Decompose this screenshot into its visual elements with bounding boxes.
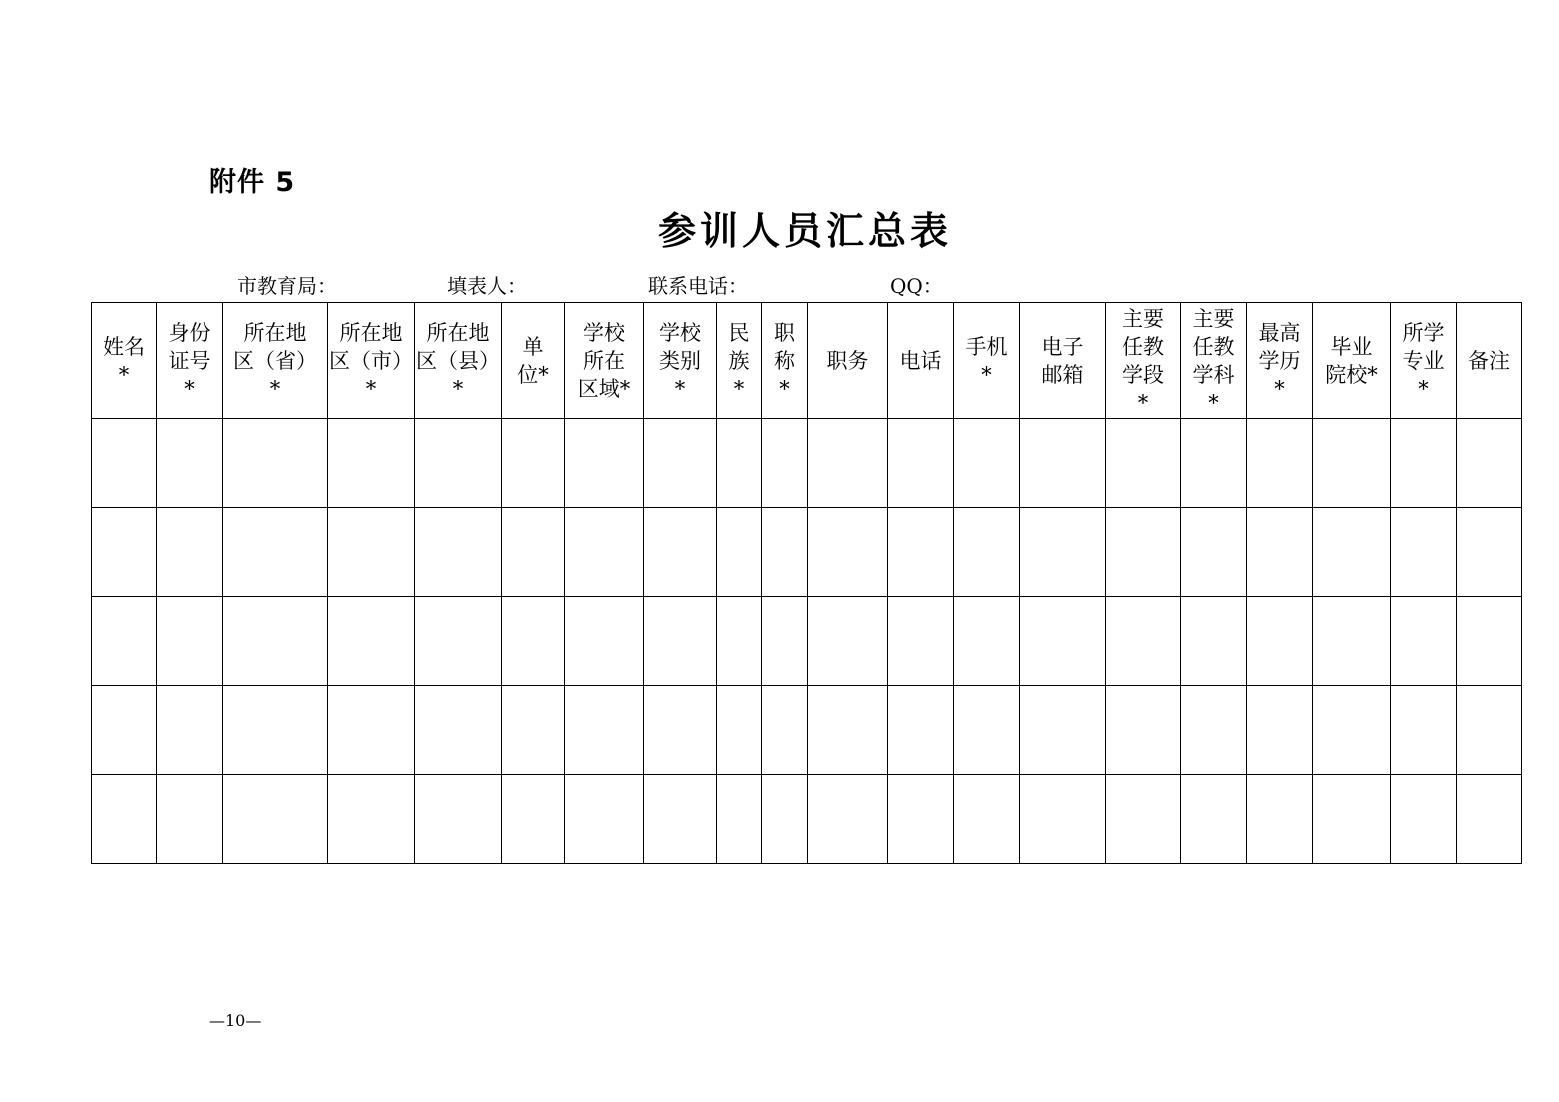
table-cell[interactable]: [1457, 686, 1522, 775]
form-filler-field: 填表人：: [447, 274, 527, 298]
table-cell[interactable]: [717, 419, 762, 508]
table-cell[interactable]: [1020, 597, 1106, 686]
table-cell[interactable]: [1247, 419, 1313, 508]
table-cell[interactable]: [954, 686, 1020, 775]
table-row: [92, 508, 1522, 597]
table-cell[interactable]: [1181, 597, 1247, 686]
table-cell[interactable]: [1247, 597, 1313, 686]
table-cell[interactable]: [888, 508, 954, 597]
table-cell[interactable]: [888, 597, 954, 686]
table-cell[interactable]: [1247, 775, 1313, 864]
table-cell[interactable]: [92, 775, 157, 864]
table-cell[interactable]: [328, 419, 415, 508]
header-professional-title: 职 称 *: [762, 303, 808, 419]
header-ethnicity: 民 族 *: [717, 303, 762, 419]
table-cell[interactable]: [1391, 686, 1457, 775]
table-cell[interactable]: [328, 508, 415, 597]
table-cell[interactable]: [1391, 508, 1457, 597]
table-cell[interactable]: [92, 597, 157, 686]
header-id-number: 身份 证号 *: [157, 303, 223, 419]
contact-phone-field: 联系电话：: [648, 274, 748, 298]
table-cell[interactable]: [1457, 508, 1522, 597]
education-bureau-field: 市教育局：: [237, 274, 337, 298]
table-cell[interactable]: [1313, 508, 1391, 597]
table-cell[interactable]: [954, 775, 1020, 864]
table-cell[interactable]: [565, 508, 644, 597]
table-cell[interactable]: [1106, 597, 1181, 686]
table-cell[interactable]: [808, 775, 888, 864]
table-cell[interactable]: [223, 419, 328, 508]
table-cell[interactable]: [954, 508, 1020, 597]
table-cell[interactable]: [717, 597, 762, 686]
attachment-label: 附件 5: [209, 167, 296, 198]
table-cell[interactable]: [328, 775, 415, 864]
table-cell[interactable]: [1391, 419, 1457, 508]
table-cell[interactable]: [565, 597, 644, 686]
table-cell[interactable]: [644, 686, 717, 775]
table-cell[interactable]: [157, 508, 223, 597]
table-cell[interactable]: [157, 686, 223, 775]
table-cell[interactable]: [1106, 508, 1181, 597]
table-cell[interactable]: [415, 508, 502, 597]
table-cell[interactable]: [644, 597, 717, 686]
table-cell[interactable]: [1313, 686, 1391, 775]
header-county: 所在地 区（县） *: [415, 303, 502, 419]
table-cell[interactable]: [565, 419, 644, 508]
table-cell[interactable]: [1020, 686, 1106, 775]
table-cell[interactable]: [1391, 597, 1457, 686]
table-cell[interactable]: [1106, 686, 1181, 775]
header-unit: 单 位*: [502, 303, 565, 419]
header-remarks: 备注: [1457, 303, 1522, 419]
qq-field: QQ：: [890, 274, 943, 298]
table-cell[interactable]: [415, 686, 502, 775]
table-cell[interactable]: [717, 508, 762, 597]
table-cell[interactable]: [762, 508, 808, 597]
table-cell[interactable]: [157, 419, 223, 508]
table-cell[interactable]: [888, 686, 954, 775]
header-telephone: 电话: [888, 303, 954, 419]
table-row: [92, 775, 1522, 864]
table-cell[interactable]: [502, 508, 565, 597]
table-cell[interactable]: [644, 508, 717, 597]
table-cell[interactable]: [92, 419, 157, 508]
table-cell[interactable]: [762, 419, 808, 508]
header-graduate-school: 毕业 院校*: [1313, 303, 1391, 419]
table-cell[interactable]: [717, 775, 762, 864]
table-cell[interactable]: [1020, 508, 1106, 597]
table-cell[interactable]: [1020, 419, 1106, 508]
header-mobile: 手机 *: [954, 303, 1020, 419]
table-cell[interactable]: [415, 419, 502, 508]
table-cell[interactable]: [762, 597, 808, 686]
header-major: 所学 专业 *: [1391, 303, 1457, 419]
table-cell[interactable]: [328, 686, 415, 775]
table-cell[interactable]: [1247, 508, 1313, 597]
table-cell[interactable]: [762, 775, 808, 864]
table-cell[interactable]: [502, 419, 565, 508]
table-cell[interactable]: [1181, 508, 1247, 597]
table-cell[interactable]: [1181, 775, 1247, 864]
header-name: 姓名 *: [92, 303, 157, 419]
trainee-summary-table: [91, 302, 1522, 864]
table-cell[interactable]: [717, 686, 762, 775]
table-cell[interactable]: [644, 775, 717, 864]
header-school-type: 学校 类别 *: [644, 303, 717, 419]
table-cell[interactable]: [954, 419, 1020, 508]
table-cell[interactable]: [954, 597, 1020, 686]
table-cell[interactable]: [888, 419, 954, 508]
table-cell[interactable]: [762, 686, 808, 775]
table-cell[interactable]: [92, 686, 157, 775]
header-province: 所在地 区（省） *: [223, 303, 328, 419]
table-cell[interactable]: [157, 775, 223, 864]
header-city: 所在地 区（市） *: [328, 303, 415, 419]
header-school-region: 学校 所在 区域*: [565, 303, 644, 419]
table-cell[interactable]: [1247, 686, 1313, 775]
table-cell[interactable]: [415, 775, 502, 864]
table-cell[interactable]: [1457, 597, 1522, 686]
table-cell[interactable]: [808, 508, 888, 597]
table-cell[interactable]: [502, 597, 565, 686]
table-cell[interactable]: [808, 686, 888, 775]
table-cell[interactable]: [808, 597, 888, 686]
table-row: [92, 419, 1522, 508]
table-row: [92, 686, 1522, 775]
table-cell[interactable]: [1313, 597, 1391, 686]
header-teaching-stage: 主要 任教 学段 *: [1106, 303, 1181, 419]
table-cell[interactable]: [565, 775, 644, 864]
table-cell[interactable]: [223, 686, 328, 775]
header-highest-education: 最高 学历 *: [1247, 303, 1313, 419]
page-number: —10—: [209, 1011, 262, 1030]
table-cell[interactable]: [1391, 775, 1457, 864]
table-cell[interactable]: [1181, 686, 1247, 775]
table-header-row: [92, 303, 1522, 419]
table-cell[interactable]: [415, 597, 502, 686]
table-cell[interactable]: [502, 775, 565, 864]
table-cell[interactable]: [1020, 775, 1106, 864]
table-cell[interactable]: [328, 597, 415, 686]
table-cell[interactable]: [565, 686, 644, 775]
table-cell[interactable]: [644, 419, 717, 508]
header-email: 电子 邮箱: [1020, 303, 1106, 419]
table-cell[interactable]: [808, 419, 888, 508]
table-cell[interactable]: [223, 775, 328, 864]
table-cell[interactable]: [888, 775, 954, 864]
table-cell[interactable]: [92, 508, 157, 597]
table-cell[interactable]: [223, 597, 328, 686]
header-teaching-subject: 主要 任教 学科 *: [1181, 303, 1247, 419]
table-cell[interactable]: [1313, 775, 1391, 864]
table-cell[interactable]: [502, 686, 565, 775]
table-cell[interactable]: [157, 597, 223, 686]
table-cell[interactable]: [1181, 419, 1247, 508]
table-row: [92, 597, 1522, 686]
table-cell[interactable]: [1457, 775, 1522, 864]
table-cell[interactable]: [1106, 775, 1181, 864]
table-cell[interactable]: [223, 508, 328, 597]
table-cell[interactable]: [1313, 419, 1391, 508]
table-cell[interactable]: [1457, 419, 1522, 508]
page-title: 参训人员汇总表: [657, 209, 952, 253]
table-body: [92, 419, 1522, 864]
table-cell[interactable]: [1106, 419, 1181, 508]
header-position: 职务: [808, 303, 888, 419]
